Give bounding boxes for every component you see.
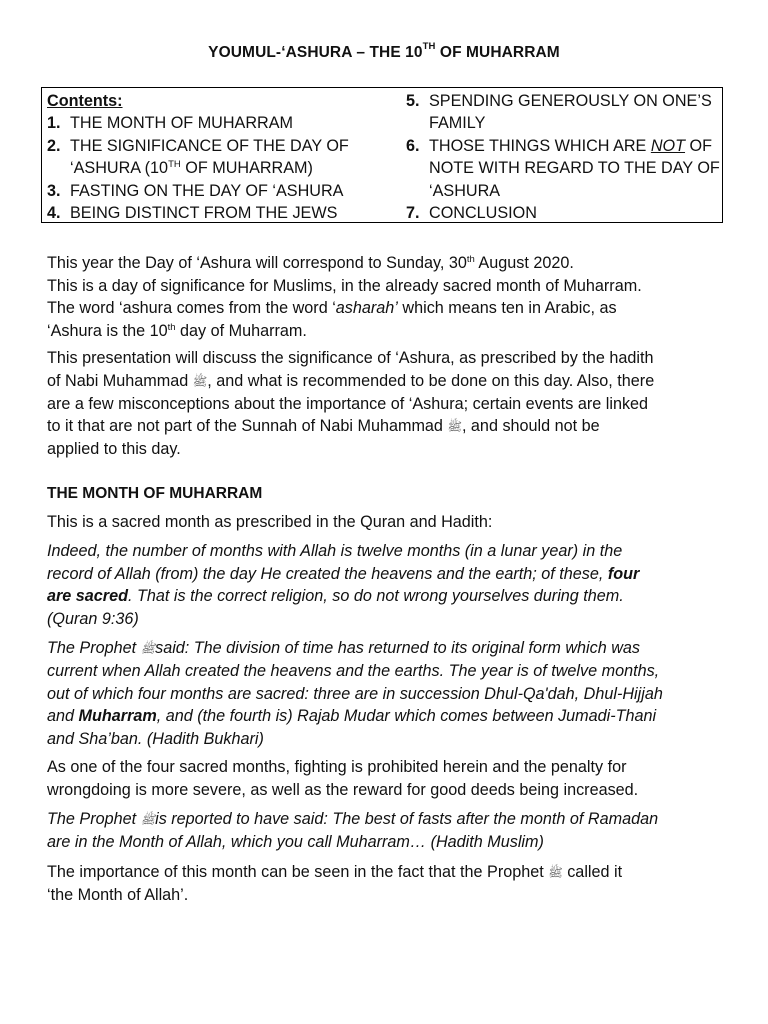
text-line: Indeed, the number of months with Allah is twelve months (in a lunar year) in the	[47, 542, 623, 560]
text-part: The word ‘ashura comes from the word ‘	[47, 299, 336, 318]
contents-item-3	[47, 180, 397, 202]
item-text: THE SIGNIFICANCE OF THE DAY OF	[70, 136, 349, 155]
intro-paragraph-2	[47, 347, 727, 461]
text-part: which means ten in Arabic, as	[397, 299, 617, 318]
text-line	[47, 808, 727, 831]
item-text-line3: ‘ASHURA	[429, 181, 501, 200]
text-part: to it that are not part of the Sunnah of Nabi Muhammad	[47, 417, 448, 436]
document-title	[0, 41, 768, 62]
text-line	[47, 585, 727, 608]
text-part: The importance of this month can be seen in the fact that the Prophet	[47, 863, 549, 881]
text-line: out of which four months are sacred: three are in succession Dhul-Qa'dah, Dhul-Hijjah	[47, 684, 663, 703]
text-line	[47, 320, 727, 343]
item-text-part: OF MUHARRAM)	[180, 159, 313, 178]
item-number: 6.	[406, 136, 420, 155]
text-line	[47, 252, 727, 275]
item-text-line2: FAMILY	[429, 114, 486, 133]
item-number: 5.	[406, 92, 420, 110]
section-paragraph-2	[47, 756, 727, 801]
text-part: The Prophet	[47, 810, 141, 828]
text-line: are in the Month of Allah, which you call Muharram… (Hadith Muslim)	[47, 833, 544, 852]
text-part: , and (the fourth is) Rajab Mudar which comes between Jumadi-Thani	[156, 707, 657, 726]
text-part: ‘Ashura is the 10	[47, 321, 168, 340]
item-emphasis: NOT	[650, 136, 686, 155]
text-part: day of Muharram.	[175, 321, 307, 340]
text-part: said: The division of time has returned to its original form which was	[155, 639, 641, 657]
item-text-part: OF	[685, 136, 713, 155]
item-text: THE MONTH OF MUHARRAM	[70, 114, 294, 133]
text-line: As one of the four sacred months, fighting is prohibited herein and the penalty for	[47, 758, 627, 776]
text-line: This presentation will discuss the significance of ‘Ashura, as prescribed by the hadith	[47, 349, 654, 367]
text-line	[47, 563, 727, 586]
text-line: This is a day of significance for Muslims, in the already sacred month of Muharram.	[47, 276, 642, 295]
text-line	[47, 370, 727, 393]
item-text: CONCLUSION	[429, 204, 537, 223]
item-text-part: ‘ASHURA (10	[70, 159, 169, 178]
text-line	[47, 415, 727, 438]
item-number: 7.	[406, 204, 420, 223]
section-heading: THE MONTH OF MUHARRAM	[47, 485, 263, 502]
text-part: August 2020.	[474, 254, 574, 272]
quran-quote	[47, 540, 727, 630]
contents-item-1	[47, 112, 397, 134]
hadith-quote-1	[47, 637, 727, 750]
item-text	[429, 135, 721, 157]
item-number: 4.	[47, 204, 61, 223]
text-line	[47, 861, 727, 884]
item-number: 1.	[47, 114, 61, 133]
text-line: current when Allah created the heavens and the earths. The year is of twelve months,	[47, 662, 660, 681]
item-text-line2	[70, 157, 397, 179]
item-text: SPENDING GENEROUSLY ON ONE’S	[429, 92, 712, 110]
contents-label: Contents:	[47, 92, 123, 110]
text-part: The Prophet	[47, 639, 141, 657]
title-text-rest: OF MUHARRAM	[435, 44, 560, 61]
item-text: BEING DISTINCT FROM THE JEWS	[70, 204, 338, 223]
item-superscript: TH	[168, 159, 181, 171]
contents-item-2	[47, 135, 397, 180]
text-part: . That is the correct religion, so do not wrong yourselves during them.	[128, 587, 624, 606]
text-line	[47, 705, 727, 728]
text-part: , and should not be	[461, 417, 600, 436]
superscript: th	[167, 321, 176, 333]
section-paragraph-3	[47, 861, 727, 907]
contents-item-5	[406, 90, 721, 135]
bold-term: are sacred	[47, 587, 129, 606]
text-part: This year the Day of ‘Ashura will correspond to Sunday, 30	[47, 254, 467, 272]
item-text: FASTING ON THE DAY OF ‘ASHURA	[70, 181, 344, 200]
text-line: wrongdoing is more severe, as well as the reward for good deeds being increased.	[47, 780, 639, 799]
honorific-glyph: ﷺ	[192, 374, 208, 389]
superscript: th	[466, 254, 475, 265]
text-line: are a few misconceptions about the importance of ‘Ashura; certain events are linked	[47, 394, 649, 413]
text-line	[47, 297, 727, 320]
item-text-part: THOSE THINGS WHICH ARE	[429, 136, 651, 155]
item-number: 2.	[47, 136, 61, 155]
text-part: record of Allah (from) the day He created the heavens and the earth; of these,	[47, 564, 608, 583]
text-line: applied to this day.	[47, 440, 181, 459]
contents-box	[41, 87, 723, 223]
section-paragraph-1: This is a sacred month as prescribed in the Quran and Hadith:	[47, 513, 493, 531]
honorific-glyph: ﷺ	[140, 812, 156, 827]
item-text-line2: NOTE WITH REGARD TO THE DAY OF	[429, 159, 720, 178]
honorific-glyph: ﷺ	[140, 641, 156, 656]
honorific-glyph: ﷺ	[548, 865, 563, 880]
contents-item-7	[406, 202, 721, 224]
hadith-quote-2	[47, 808, 727, 854]
honorific-glyph: ﷺ	[447, 419, 462, 434]
intro-paragraph-1	[47, 252, 727, 342]
text-part: called it	[562, 863, 623, 881]
text-part: of Nabi Muhammad	[47, 371, 193, 390]
contents-left-column	[47, 90, 397, 224]
title-text: YOUMUL-‘ASHURA – THE 10	[208, 44, 423, 61]
bold-term: four	[607, 564, 640, 583]
text-line: ‘the Month of Allah’.	[47, 886, 189, 905]
citation: (Quran 9:36)	[47, 609, 139, 628]
contents-item-4	[47, 202, 397, 224]
item-number: 3.	[47, 181, 61, 200]
text-part: is reported to have said: The best of fasts after the month of Ramadan	[155, 810, 659, 828]
contents-right-column	[406, 90, 721, 224]
bold-term: Muharram	[78, 707, 157, 726]
text-line: and Sha’ban. (Hadith Bukhari)	[47, 729, 264, 748]
text-part: and	[47, 707, 79, 726]
contents-item-6	[406, 135, 721, 202]
text-part: , and what is recommended to be done on this day. Also, there	[207, 371, 655, 390]
text-line	[47, 637, 727, 660]
title-superscript: TH	[422, 41, 436, 52]
italic-term: asharah’	[335, 299, 398, 318]
